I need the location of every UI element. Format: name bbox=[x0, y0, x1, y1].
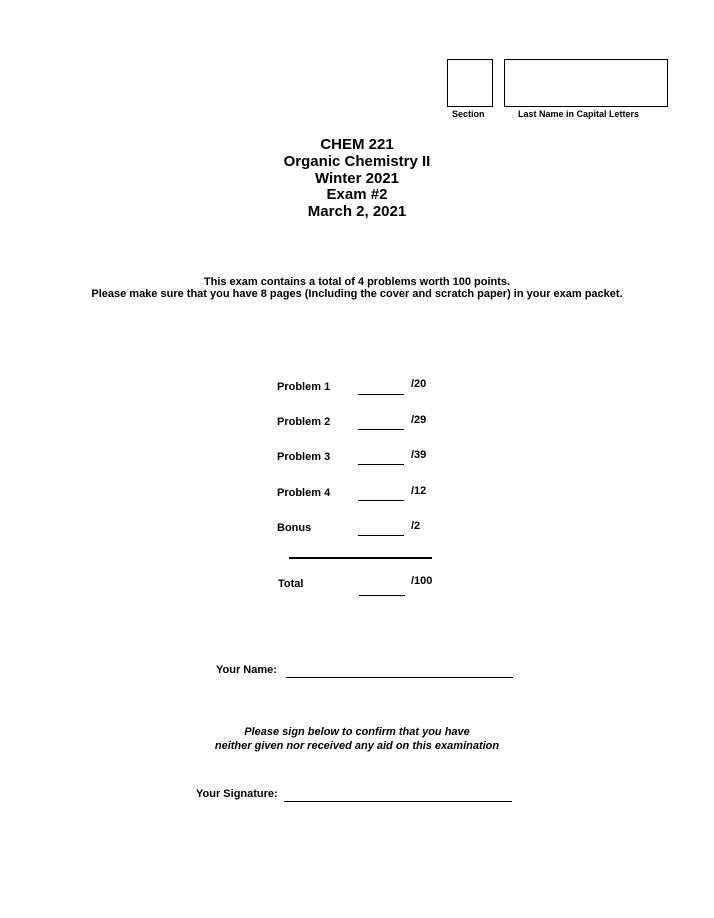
section-label: Section bbox=[452, 109, 485, 119]
score-max-points: /2 bbox=[411, 520, 421, 532]
section-box[interactable] bbox=[447, 59, 493, 107]
total-label: Total bbox=[278, 578, 304, 590]
score-label: Problem 1 bbox=[277, 381, 331, 393]
score-label: Bonus bbox=[277, 522, 312, 534]
confirmation-line-1: Please sign below to confirm that you have bbox=[244, 726, 470, 738]
score-blank[interactable] bbox=[358, 464, 404, 465]
score-label: Problem 2 bbox=[277, 416, 331, 428]
your-name-label: Your Name: bbox=[216, 664, 277, 676]
score-max-points: /39 bbox=[411, 449, 427, 461]
score-label: Problem 3 bbox=[277, 451, 331, 463]
score-blank[interactable] bbox=[358, 500, 404, 501]
last-name-label: Last Name in Capital Letters bbox=[518, 109, 640, 119]
score-max-points: /20 bbox=[411, 378, 427, 390]
last-name-box[interactable] bbox=[504, 59, 668, 107]
exam-number: Exam #2 bbox=[326, 186, 388, 203]
total-blank[interactable] bbox=[359, 595, 405, 596]
total-divider bbox=[289, 557, 432, 559]
info-line-2: Please make sure that you have 8 pages (Including the cover and scratch paper) in your exam packet. bbox=[91, 288, 623, 300]
score-blank[interactable] bbox=[358, 429, 404, 430]
score-label: Problem 4 bbox=[277, 487, 331, 499]
course-name: Organic Chemistry II bbox=[283, 153, 431, 170]
confirmation-line-2: neither given nor received any aid on this examination bbox=[214, 740, 500, 752]
term: Winter 2021 bbox=[314, 170, 400, 187]
your-signature-label: Your Signature: bbox=[196, 788, 278, 800]
your-name-line[interactable] bbox=[286, 677, 513, 678]
total-max-points: /100 bbox=[411, 575, 433, 587]
info-line-1: This exam contains a total of 4 problems worth 100 points. bbox=[203, 276, 511, 288]
score-max-points: /29 bbox=[411, 414, 427, 426]
course-code: CHEM 221 bbox=[320, 136, 394, 153]
exam-date: March 2, 2021 bbox=[307, 203, 407, 220]
score-blank[interactable] bbox=[358, 394, 404, 395]
signature-line[interactable] bbox=[284, 801, 512, 802]
score-max-points: /12 bbox=[411, 485, 427, 497]
score-blank[interactable] bbox=[358, 535, 404, 536]
